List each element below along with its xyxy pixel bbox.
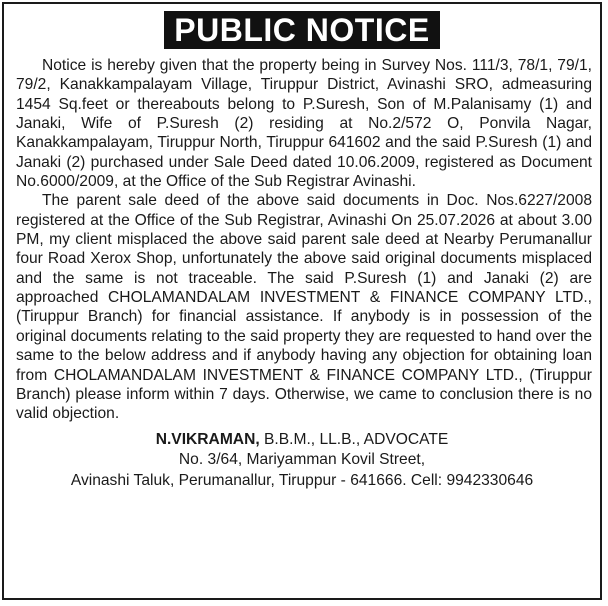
title-banner — [4, 11, 600, 51]
paragraph-misplaced-document: The parent sale deed of the above said documents in Doc. Nos.6227/2008 registered at the Office of the Sub Registrar, Avinashi On 25.07.2026 at about 3.00 PM, my client misplaced the above said parent sale deed at Nearby Perumanallur four Road Xerox Shop, unfortunately the above said original documents misplaced and the same is not traceable. The said P.Suresh (1) and Janaki (2) are approached CHOLAMANDALAM INVESTMENT & FINANCE COMPANY LTD., (Tiruppur Branch) for financial assistance. If anybody is in possession of the original documents relating to the said property they are requested to hand over the same to the below address and if anybody having any objection for obtaining loan from CHOLAMANDALAM INVESTMENT & FINANCE COMPANY LTD., (Tiruppur Branch) please inform within 7 days. Otherwise, we came to conclusion there is no valid objection. — [16, 192, 592, 423]
advocate-signature-block — [4, 430, 600, 492]
notice-title: PUBLIC NOTICE — [164, 11, 439, 49]
public-notice — [2, 2, 602, 600]
paragraph-property-details: Notice is hereby given that the property being in Survey Nos. 111/3, 78/1, 79/1, 79/2, Kanakkampalayam Village, Tiruppur District, Avinashi SRO, admeasuring 1454 Sq.feet or thereabouts belong to P.Suresh, Son of M.Palanisamy (1) and Janaki, Wife of P.Suresh (2) residing at No.2/572 O, Ponvila Nagar, Kanakkampalayam, Tiruppur North, Tiruppur 641602 and the said P.Suresh (1) and Janaki (2) purchased under Sale Deed dated 10.06.2009, registered as Document No.6000/2009, at the Office of the Sub Registrar Avinashi. — [16, 57, 592, 191]
advocate-credentials: B.B.M., LL.B., ADVOCATE — [259, 430, 449, 448]
address-line-2: Avinashi Taluk, Perumanallur, Tiruppur - 641666. Cell: 9942330646 — [70, 471, 534, 489]
notice-body — [16, 56, 592, 424]
advocate-name: N.VIKRAMAN, — [155, 430, 260, 448]
advocate-name-line — [4, 430, 600, 451]
address-line-1: No. 3/64, Mariyamman Kovil Street, — [178, 451, 426, 469]
